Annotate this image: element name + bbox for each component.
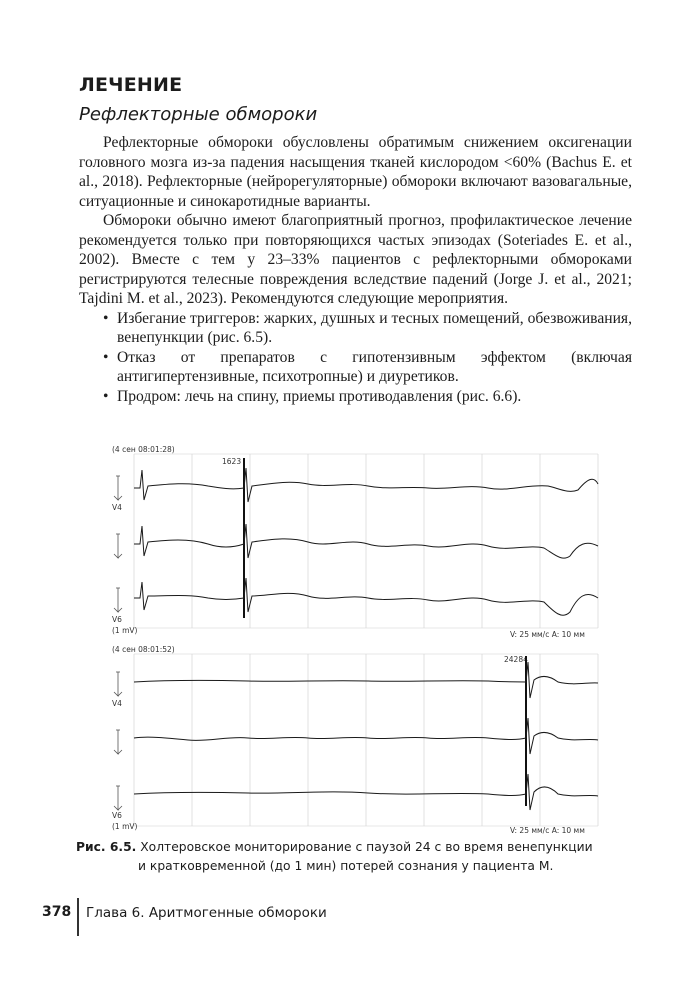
- panel1-lead-arrows: [114, 476, 122, 612]
- panel2-lead-v6: V6: [112, 811, 122, 820]
- list-item: • Отказ от препаратов с гипотензивным эффектом (включая антигипертензивные, психотропные) и диуретиков.: [79, 348, 632, 387]
- holter-ecg-image: [108, 440, 604, 836]
- panel1-lead-v4: V4: [112, 503, 122, 512]
- panel2-marker: 24284: [504, 655, 528, 664]
- panel1-calibration: (1 mV): [112, 626, 138, 635]
- page-number: 378: [42, 904, 72, 920]
- figure-caption: [76, 838, 636, 876]
- paragraph-1: Рефлекторные обмороки обусловлены обратимым снижением оксигенации головного мозга из-за падения насыщения тканей кислородом <60% (Bachus E. et al., 2018). Рефлекторные (нейрорегуляторные) обмороки включают вазовагальные, ситуационные и синокаротидные варианты.: [79, 134, 632, 210]
- panel2-lead-arrows: [114, 672, 122, 810]
- panel1-marker: 1623: [222, 457, 242, 466]
- panel2-calibration: (1 mV): [112, 822, 138, 831]
- footer-divider: [77, 898, 79, 936]
- panel2-lead-v4: V4: [112, 699, 122, 708]
- recommendation-list: [79, 309, 632, 407]
- section-subheading: Рефлекторные обмороки: [79, 104, 318, 125]
- list-item: • Избегание триггеров: жарких, душных и тесных помещений, обезвоживания, венепункции (рис. 6.5).: [79, 309, 632, 348]
- caption-label: Рис. 6.5.: [76, 840, 137, 854]
- chapter-title: Глава 6. Аритмогенные обмороки: [86, 905, 327, 921]
- panel1-scale: V: 25 мм/с A: 10 мм: [510, 630, 585, 639]
- panel2-timestamp: (4 сен 08:01:52): [112, 645, 175, 654]
- list-item: • Продром: лечь на спину, приемы противодавления (рис. 6.6).: [79, 387, 632, 407]
- caption-line2: и кратковременной (до 1 мин) потерей сознания у пациента М.: [138, 859, 554, 873]
- caption-line1: Холтеровское мониторирование с паузой 24 с во время венепункции: [140, 840, 593, 854]
- panel1-grid: [134, 454, 598, 628]
- paragraph-2: Обмороки обычно имеют благоприятный прогноз, профилактическое лечение рекомендуется только при повторяющихся частых эпизодах (Soteriades E. et al., 2002). Вместе с тем у 23–33% пациентов с рефлекторными обмороками регистрируются телесные повреждения вследствие падений (Jorge J. et al., 2021; Tajdini M. et al., 2023). Рекомендуются следующие мероприятия.: [79, 212, 632, 307]
- panel2-scale: V: 25 мм/с A: 10 мм: [510, 826, 585, 835]
- section-heading: ЛЕЧЕНИЕ: [79, 74, 183, 96]
- panel1-timestamp: (4 сен 08:01:28): [112, 445, 175, 454]
- holter-figure: [108, 440, 604, 836]
- body-text: [79, 133, 632, 406]
- panel1-lead-v6: V6: [112, 615, 122, 624]
